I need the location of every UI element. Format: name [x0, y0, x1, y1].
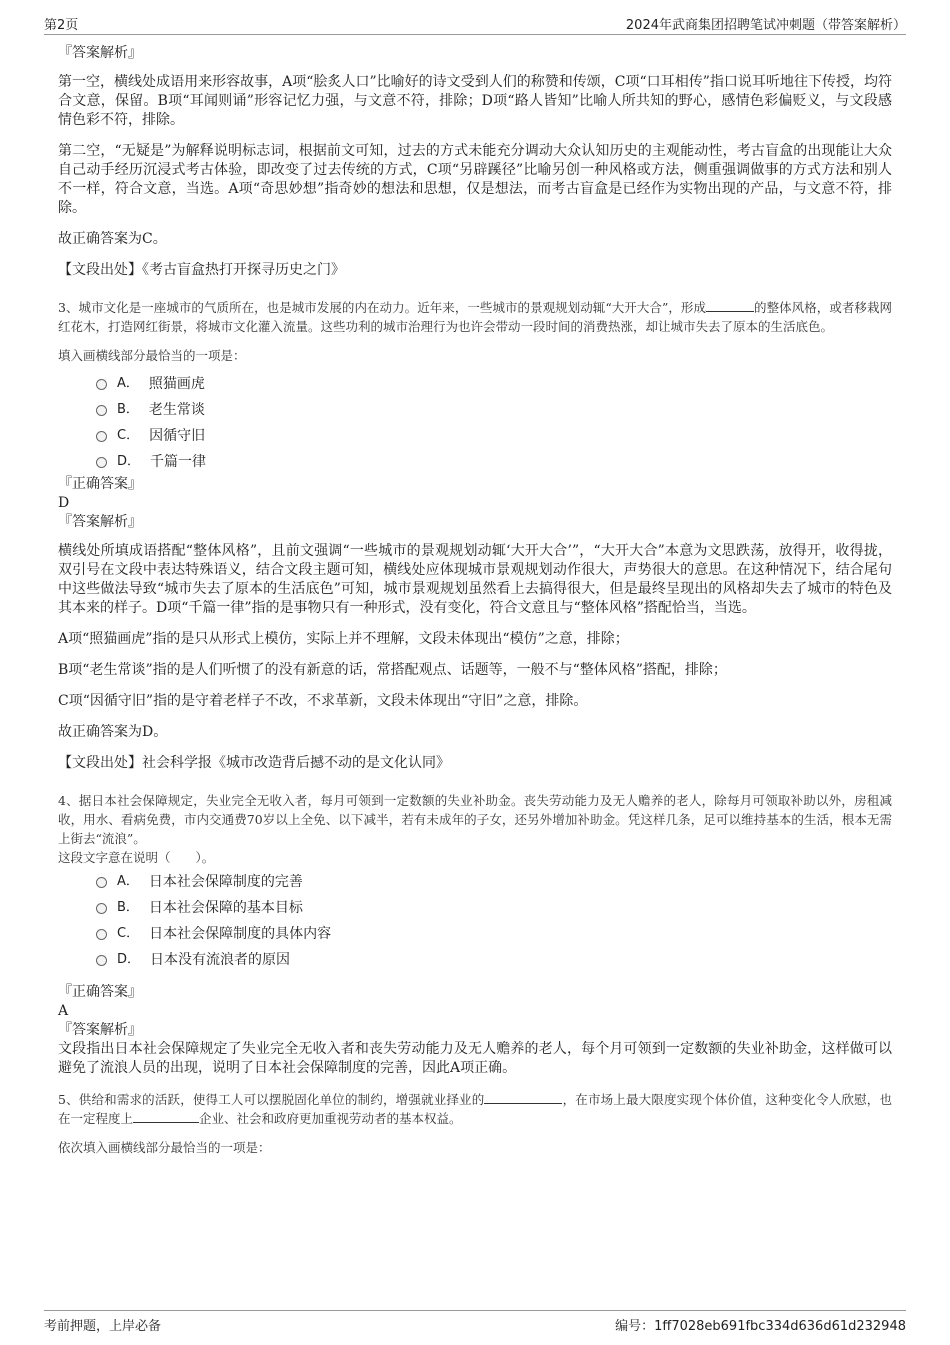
option-letter: B．: [117, 402, 139, 417]
q3-option-a[interactable]: [96, 371, 892, 397]
page-header: [44, 10, 906, 35]
radio-icon[interactable]: [96, 877, 107, 888]
q5-blank-2: [133, 1110, 199, 1123]
option-letter: C．: [117, 926, 140, 941]
q3-stem: [58, 298, 892, 336]
option-letter: A．: [117, 376, 139, 391]
q3-analysis-p4: C项“因循守旧”指的是守着老样子不改，不求革新，文段未体现出“守旧”之意，排除。: [58, 693, 588, 709]
page-number: 第2页: [44, 18, 79, 33]
option-text: 因循守旧: [149, 428, 206, 444]
q3-answer-label: 『正确答案』: [58, 476, 142, 492]
radio-icon[interactable]: [96, 955, 107, 966]
q2-analysis-p1: 第一空，横线处成语用来形容故事，A项“脍炙人口”比喻好的诗文受到人们的称赞和传颂，C项“口耳相传”指口说耳听地往下传授，均符合文意，保留。B项“耳闻则诵”形容记忆力强，与文意不符，排除；D项“路人皆知”比喻人所共知的野心，感情色彩偏贬义，与文段感情色彩不符，排除。: [58, 74, 892, 128]
q4-option-a[interactable]: [96, 869, 892, 895]
radio-icon[interactable]: [96, 379, 107, 390]
q2-source: 【文段出处】《考古盲盒热打开探寻历史之门》: [58, 262, 345, 278]
q4-option-c[interactable]: [96, 921, 892, 947]
q5-stem-part1: 5、供给和需求的活跃，使得工人可以摆脱固化单位的制约，增强就业择业的: [58, 1092, 485, 1107]
option-letter: C．: [117, 428, 140, 443]
radio-icon[interactable]: [96, 457, 107, 468]
q2-analysis-label: 『答案解析』: [58, 45, 142, 61]
option-text: 千篇一律: [150, 454, 207, 470]
radio-icon[interactable]: [96, 903, 107, 914]
q3-option-b[interactable]: [96, 397, 892, 423]
radio-icon[interactable]: [96, 431, 107, 442]
option-letter: A．: [117, 874, 139, 889]
page-content: [58, 44, 892, 1157]
q3-analysis-p3: B项“老生常谈”指的是人们听惯了的没有新意的话，常搭配观点、话题等，一般不与“整体风格”搭配，排除；: [58, 662, 727, 678]
q3-analysis-p2: A项“照猫画虎”指的是只从形式上模仿，实际上并不理解，文段未体现出“模仿”之意，排除；: [58, 631, 629, 647]
q3-blank: [706, 299, 754, 312]
q3-conclusion: 故正确答案为D。: [58, 724, 168, 740]
q4-analysis: 文段指出日本社会保障规定了失业完全无收入者和丧失劳动能力及无人赡养的老人，每个月可领到一定数额的失业补助金，这样做可以避免了流浪人员的出现，说明了日本社会保障制度的完善，因此A项正确。: [58, 1041, 892, 1076]
q3-stem-part1: 3、城市文化是一座城市的气质所在，也是城市发展的内在动力。近年来，一些城市的景观规划动辄“大开大合”，形成: [58, 300, 707, 315]
q4-answer: A: [58, 1003, 69, 1019]
q3-option-c[interactable]: [96, 423, 892, 449]
option-text: 日本社会保障制度的具体内容: [149, 926, 332, 942]
q4-option-d[interactable]: [96, 947, 892, 973]
q3-analysis-label: 『答案解析』: [58, 514, 142, 530]
option-text: 日本没有流浪者的原因: [150, 952, 291, 968]
q3-option-d[interactable]: [96, 449, 892, 475]
q4-answer-label: 『正确答案』: [58, 984, 142, 1000]
radio-icon[interactable]: [96, 405, 107, 416]
option-text: 照猫画虎: [148, 376, 205, 392]
q3-answer: D: [58, 495, 70, 511]
q3-options: [96, 371, 892, 475]
document-id: 编号：1ff7028eb691fbc334d636d61d232948: [615, 1319, 906, 1334]
q5-stem-part2: ，在市场上最大限度实现个体价值，这种变化令人欣慰，也在一定程度上: [58, 1092, 892, 1126]
q2-analysis-p2: 第二空，“无疑是”为解释说明标志词，根据前文可知，过去的方式未能充分调动大众认知历史的主观能动性，考古盲盒的出现能让大众自己动手经历沉浸式考古体验，即改变了过去传统的方式，C项“另辟蹊径”比喻另创一种风格或方法，侧重强调做事的方式方法和别人不一样，符合文意，当选。A项“奇思妙想”指奇妙的想法和思想，仅是想法，而考古盲盒是已经作为实物出现的产品，与文意不符，排除。: [58, 143, 892, 216]
radio-icon[interactable]: [96, 929, 107, 940]
footer-slogan: 考前押题，上岸必备: [44, 1319, 162, 1334]
q4-stem: 4、据日本社会保障规定，失业完全无收入者，每月可领到一定数额的失业补助金。丧失劳动能力及无人赡养的老人，除每月可领取补助以外，房租减收，用水、看病免费，市内交通费70岁以上全免、以下减半，若有未成年的子女，还另外增加补助金。凭这样几条，足可以维持基本的生活，根本无需上街去“流浪”。: [58, 793, 892, 846]
q4-analysis-label: 『答案解析』: [58, 1022, 142, 1038]
q3-analysis-p1: 横线处所填成语搭配“整体风格”，且前文强调“一些城市的景观规划动辄‘大开大合’”，“大开大合”本意为文思跌荡，放得开，收得拢，双引号在文段中表达特殊语义，结合文段主题可知，横线处应体现城市景观规划动作很大，声势很大的意思。在这种情况下，结合尾句中这些做法导致“城市失去了原本的生活底色”可知，城市景观规划虽然看上去搞得很大，但是最终呈现出的风格却失去了城市的特色及其本来的样子。D项“千篇一律”指的是事物只有一种形式，没有变化，符合文意且与“整体风格”搭配恰当，当选。: [58, 543, 892, 616]
option-letter: D．: [117, 454, 141, 469]
option-letter: B．: [117, 900, 139, 915]
q3-source: 【文段出处】社会科学报《城市改造背后撼不动的是文化认同》: [58, 755, 450, 771]
option-text: 日本社会保障制度的完善: [148, 874, 303, 890]
q5-stem: [58, 1090, 892, 1128]
option-text: 日本社会保障的基本目标: [148, 900, 303, 916]
q5-prompt: 依次填入画横线部分最恰当的一项是：: [58, 1140, 271, 1155]
q3-stem-part2: 的整体风格，或者移栽网红花木，打造网红街景，将城市文化灌入流量。这些功利的城市治理行为也许会带动一段时间的消费热涨，却让城市失去了原本的生活底色。: [58, 300, 892, 334]
q5-stem-part3: 企业、社会和政府更加重视劳动者的基本权益。: [199, 1111, 462, 1126]
q4-prompt: 这段文字意在说明（ ）。: [58, 850, 215, 865]
page-footer: [44, 1310, 906, 1335]
option-letter: D．: [117, 952, 141, 967]
q3-prompt: 填入画横线部分最恰当的一项是：: [58, 348, 246, 363]
document-title: 2024年武商集团招聘笔试冲刺题（带答案解析）: [625, 18, 906, 33]
q4-options: [96, 869, 892, 973]
q5-blank-1: [484, 1091, 562, 1104]
q4-option-b[interactable]: [96, 895, 892, 921]
q2-conclusion: 故正确答案为C。: [58, 231, 167, 247]
option-text: 老生常谈: [148, 402, 205, 418]
